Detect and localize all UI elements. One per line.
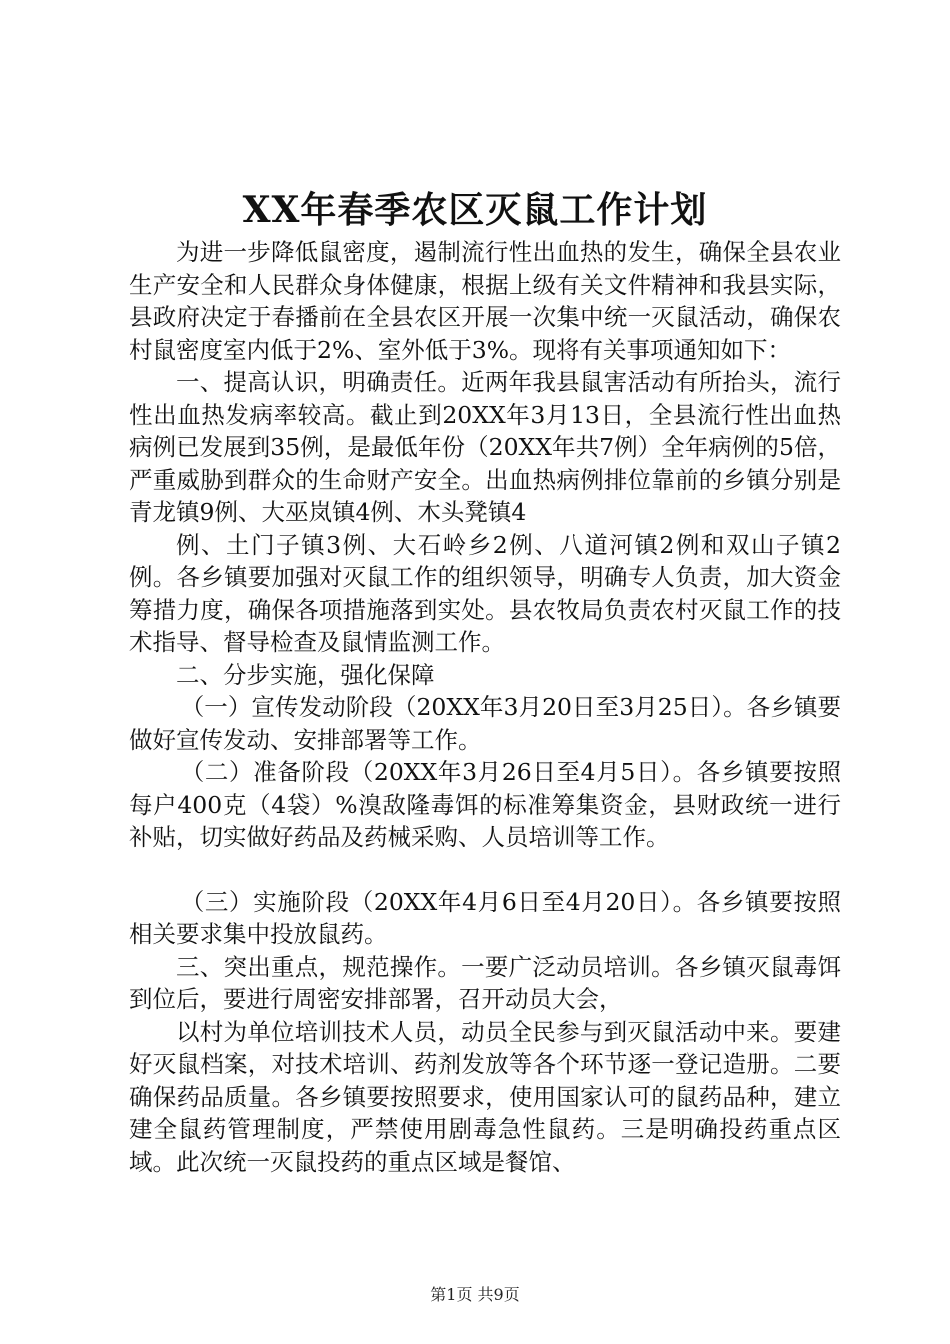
document-title: XX年春季农区灭鼠工作计划: [242, 189, 708, 231]
paragraph-stage-3: （三）实施阶段（20XX年4月6日至4月20日）。各乡镇要按照相关要求集中投放鼠药。: [129, 887, 841, 948]
paragraph-intro: 为进一步降低鼠密度，遏制流行性出血热的发生，确保全县农业生产安全和人民群众身体健康，根据上级有关文件精神和我县实际，县政府决定于春播前在全县农区开展一次集中统一灭鼠活动，确保农村鼠密度室内低于2%、室外低于3%。现将有关事项通知如下：: [129, 238, 841, 364]
paragraph-gap: [129, 854, 841, 886]
paragraph-section-2-heading: 二、分步实施，强化保障: [176, 660, 435, 689]
paragraph-stage-1: （一）宣传发动阶段（20XX年3月20日至3月25日）。各乡镇要做好宣传发动、安排部署等工作。: [129, 693, 841, 754]
page-footer: 第1页 共9页: [430, 1285, 520, 1304]
document-body: [129, 236, 841, 1178]
paragraph-section-3: 三、突出重点，规范操作。一要广泛动员培训。各乡镇灭鼠毒饵到位后，要进行周密安排部署，召开动员大会，: [129, 952, 841, 1013]
paragraph-section-3-continued: 以村为单位培训技术人员，动员全民参与到灭鼠活动中来。要建好灭鼠档案，对技术培训、药剂发放等各个环节逐一登记造册。二要确保药品质量。各乡镇要按照要求，使用国家认可的鼠药品种，建立建全鼠药管理制度，严禁使用剧毒急性鼠药。三是明确投药重点区域。此次统一灭鼠投药的重点区域是餐馆、: [129, 1017, 841, 1176]
paragraph-stage-2: （二）准备阶段（20XX年3月26日至4月5日）。各乡镇要按照每户400克（4袋）%溴敌隆毒饵的标准筹集资金，县财政统一进行补贴，切实做好药品及药械采购、人员培训等工作。: [129, 758, 841, 851]
paragraph-section-1-continued: 例、土门子镇3例、大石岭乡2例、八道河镇2例和双山子镇2例。各乡镇要加强对灭鼠工作的组织领导，明确专人负责，加大资金筹措力度，确保各项措施落到实处。县农牧局负责农村灭鼠工作的技术指导、督导检查及鼠情监测工作。: [129, 530, 841, 656]
paragraph-section-1: 一、提高认识，明确责任。近两年我县鼠害活动有所抬头，流行性出血热发病率较高。截止到20XX年3月13日，全县流行性出血热病例已发展到35例，是最低年份（20XX年共7例）全年病例的5倍，严重威胁到群众的生命财产安全。出血热病例排位靠前的乡镇分别是青龙镇9例、大巫岚镇4例、木头凳镇4: [129, 368, 841, 526]
